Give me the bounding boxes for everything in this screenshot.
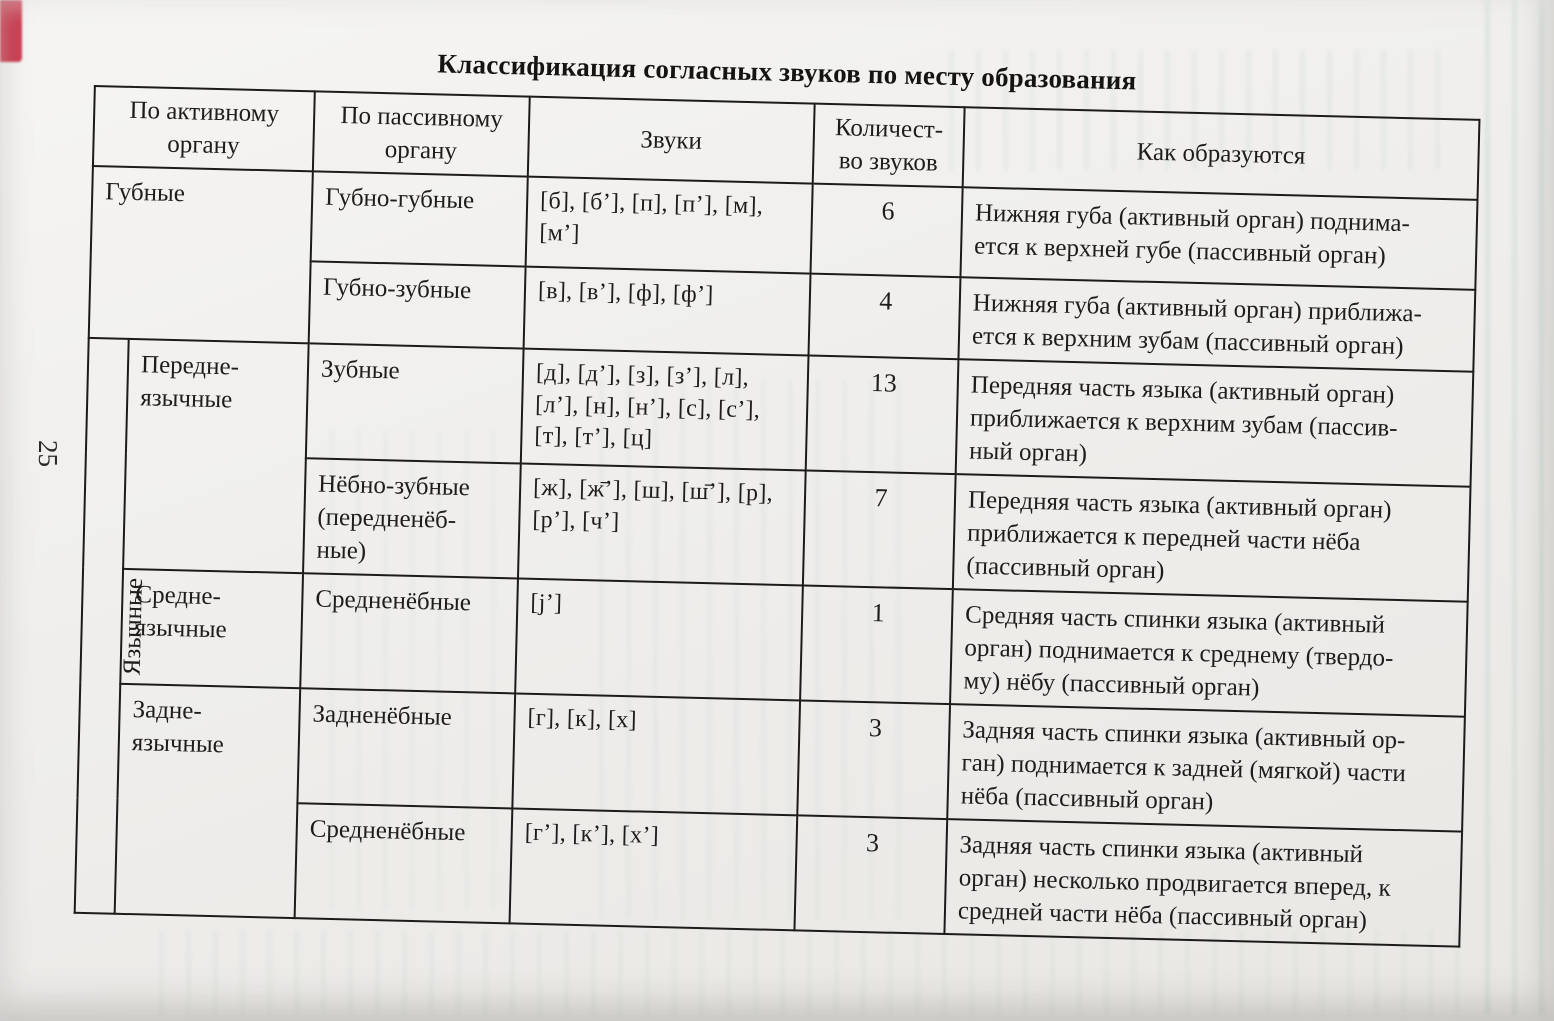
count-cell: 1 [800,585,953,704]
classification-table [74,85,1481,948]
sounds-cell: [д], [д’], [з], [з’], [л], [л’], [н], [н’], [с], [с’], [т], [т’], [ц] [521,349,809,471]
count-cell: 3 [794,815,947,934]
how-formed-cell: Нижняя губа (активный орган) поднима- ется к верхней губе (пассивный орган) [960,187,1477,290]
active-organ-subgroup-mid: Средне- язычные [120,569,303,688]
col-header-active-organ: По активному органу [93,86,315,171]
page-title: Классификация согласных звуков по месту образования [437,48,1137,96]
passive-organ-cell: Средненёбные [295,803,513,923]
passive-organ-cell: Нёбно-зубные (передненёб- ные) [303,458,521,578]
count-cell: 3 [797,700,950,819]
sounds-cell: [ж], [ж̄’], [ш], [ш̄’], [р], [р’], [ч’] [518,464,806,586]
active-organ-group-labial: Губные [89,166,313,343]
sounds-cell: [в], [в’], [ф], [ф’] [524,267,811,356]
how-formed-cell: Средняя часть спинки языка (активный орган) поднимается к среднему (твердо- му) нёбу (пассивный орган) [950,589,1468,717]
how-formed-cell: Задняя часть спинки языка (активный ор- ган) поднимается к задней (мягкой) части нёба (пассивный орган) [947,704,1465,832]
count-cell: 7 [803,470,956,589]
col-header-sounds: Звуки [528,97,815,184]
how-formed-cell: Задняя часть спинки языка (активный орган) несколько продвигается вперед, к средней части нёба (пассивный орган) [944,819,1462,947]
page-number: 25 [33,440,63,467]
active-organ-subgroup-back: Задне- язычные [115,684,301,918]
passive-organ-cell: Задненёбные [297,688,515,808]
sounds-cell: [б], [б’], [п], [п’], [м], [м’] [526,177,813,274]
sounds-cell: [j’] [515,578,803,700]
passive-organ-cell: Губно-зубные [309,261,526,348]
sounds-cell: [г’], [к’], [х’] [510,808,798,930]
vertical-label-lingual: Язычные [118,577,148,676]
passive-organ-cell: Средненёбные [300,573,518,693]
col-header-how-formed: Как образуются [963,107,1480,200]
bleedthrough-artifact-right [1486,0,1548,1015]
count-cell: 13 [806,356,959,475]
scanned-page [74,40,1480,948]
col-header-count: Количест- во звуков [813,104,965,188]
scan-edge-artifact [0,0,22,62]
sounds-cell: [г], [к], [х] [512,693,800,815]
how-formed-cell: Передняя часть языка (активный орган) приближается к передней части нёба (пассивный орган) [953,474,1471,602]
how-formed-cell: Нижняя губа (активный орган) приближа- ется к верхним зубам (пассивный орган) [958,277,1475,372]
col-header-passive-organ: По пассивному органу [313,91,530,176]
passive-organ-cell: Губно-губные [311,171,528,266]
count-cell: 6 [811,184,963,278]
how-formed-cell: Передняя часть языка (активный орган) приближается к верхним зубам (пассив- ный орган) [956,359,1474,487]
active-organ-subgroup-front: Передне- язычные [123,339,309,573]
passive-organ-cell: Зубные [306,343,524,463]
count-cell: 4 [809,274,961,360]
